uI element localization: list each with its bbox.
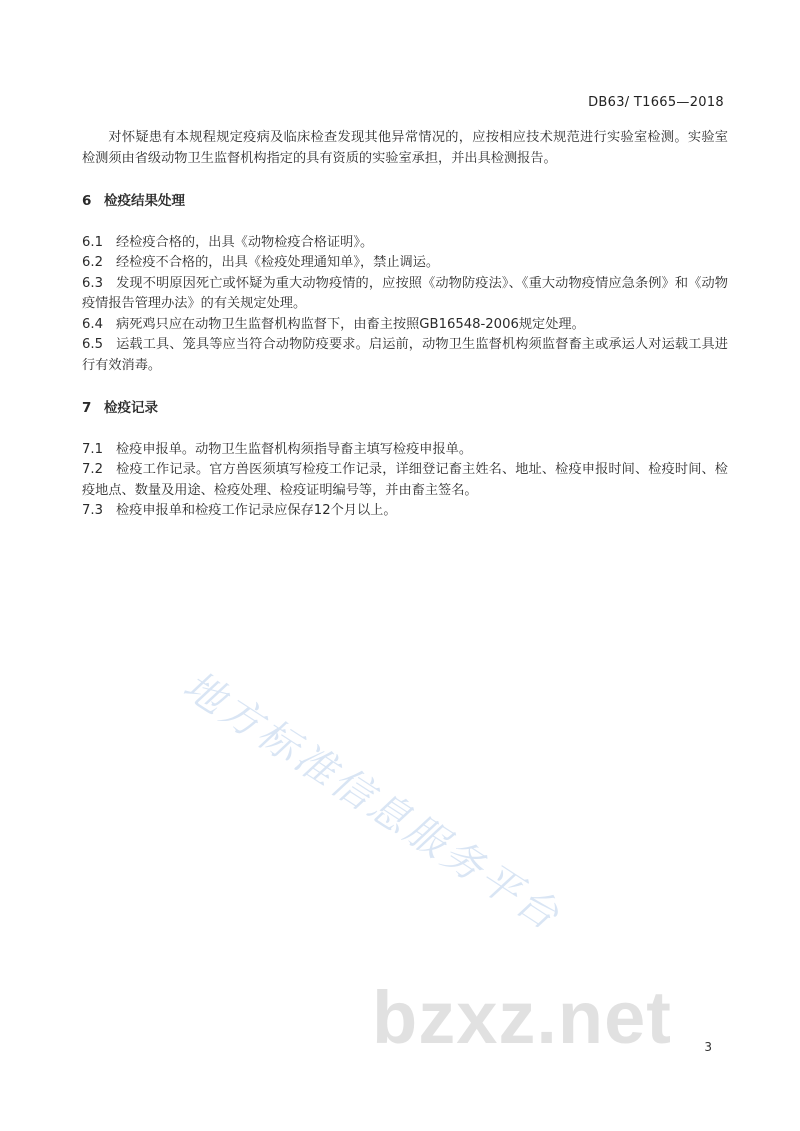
clause-text: 检疫申报单。动物卫生监督机构须指导畜主填写检疫申报单。 [116, 441, 473, 457]
section-6-number: 6 [82, 193, 92, 209]
clause-number: 6.1 [82, 234, 103, 250]
clause-number: 6.4 [82, 316, 103, 332]
document-body [82, 128, 728, 522]
site-watermark: bzxz.net [372, 976, 672, 1059]
clause-number: 6.3 [82, 275, 103, 291]
section-7-title: 检疫记录 [104, 400, 158, 416]
section-6-title: 检疫结果处理 [104, 193, 185, 209]
clause-text: 检疫工作记录。官方兽医须填写检疫工作记录，详细登记畜主姓名、地址、检疫申报时间、检疫时间、检疫地点、数量及用途、检疫处理、检疫证明编号等，并由畜主签名。 [82, 462, 728, 498]
section-6-heading [82, 191, 728, 212]
clause-6-2 [82, 253, 728, 274]
clause-text: 运载工具、笼具等应当符合动物防疫要求。启运前，动物卫生监督机构须监督畜主或承运人对运载工具进行有效消毒。 [82, 337, 728, 373]
clause-number: 6.5 [82, 337, 103, 352]
clause-number: 7.3 [82, 503, 103, 518]
clause-text: 经检疫不合格的，出具《检疫处理通知单》，禁止调运。 [116, 255, 440, 270]
clause-number: 7.2 [82, 462, 103, 477]
platform-watermark: 地方标准信息服务平台 [175, 662, 570, 941]
intro-paragraph: 对怀疑患有本规程规定疫病及临床检查发现其他异常情况的，应按相应技术规范进行实验室检测。实验室检测须由省级动物卫生监督机构指定的具有资质的实验室承担，并出具检测报告。 [82, 130, 728, 166]
section-7-number: 7 [82, 400, 92, 416]
clause-6-4 [82, 315, 728, 336]
clause-7-3 [82, 501, 728, 522]
clause-text: 检疫申报单和检疫工作记录应保存12个月以上。 [116, 503, 397, 518]
clause-7-1 [82, 440, 728, 461]
section-7-heading [82, 398, 728, 419]
clause-6-5 [82, 335, 728, 376]
clause-text: 病死鸡只应在动物卫生监督机构监督下，由畜主按照GB16548-2006规定处理。 [116, 316, 585, 332]
clause-6-3 [82, 274, 728, 315]
clause-number: 7.1 [82, 441, 103, 457]
page-number: 3 [704, 1040, 712, 1054]
clause-6-1 [82, 233, 728, 254]
clause-text: 经检疫合格的，出具《动物检疫合格证明》。 [116, 234, 374, 250]
clause-7-2 [82, 460, 728, 501]
clause-text: 发现不明原因死亡或怀疑为重大动物疫情的，应按照《动物防疫法》、《重大动物疫情应急条例》和《动物疫情报告管理办法》的有关规定处理。 [82, 275, 728, 311]
document-code: DB63/ T1665—2018 [588, 95, 724, 110]
clause-number: 6.2 [82, 255, 103, 270]
